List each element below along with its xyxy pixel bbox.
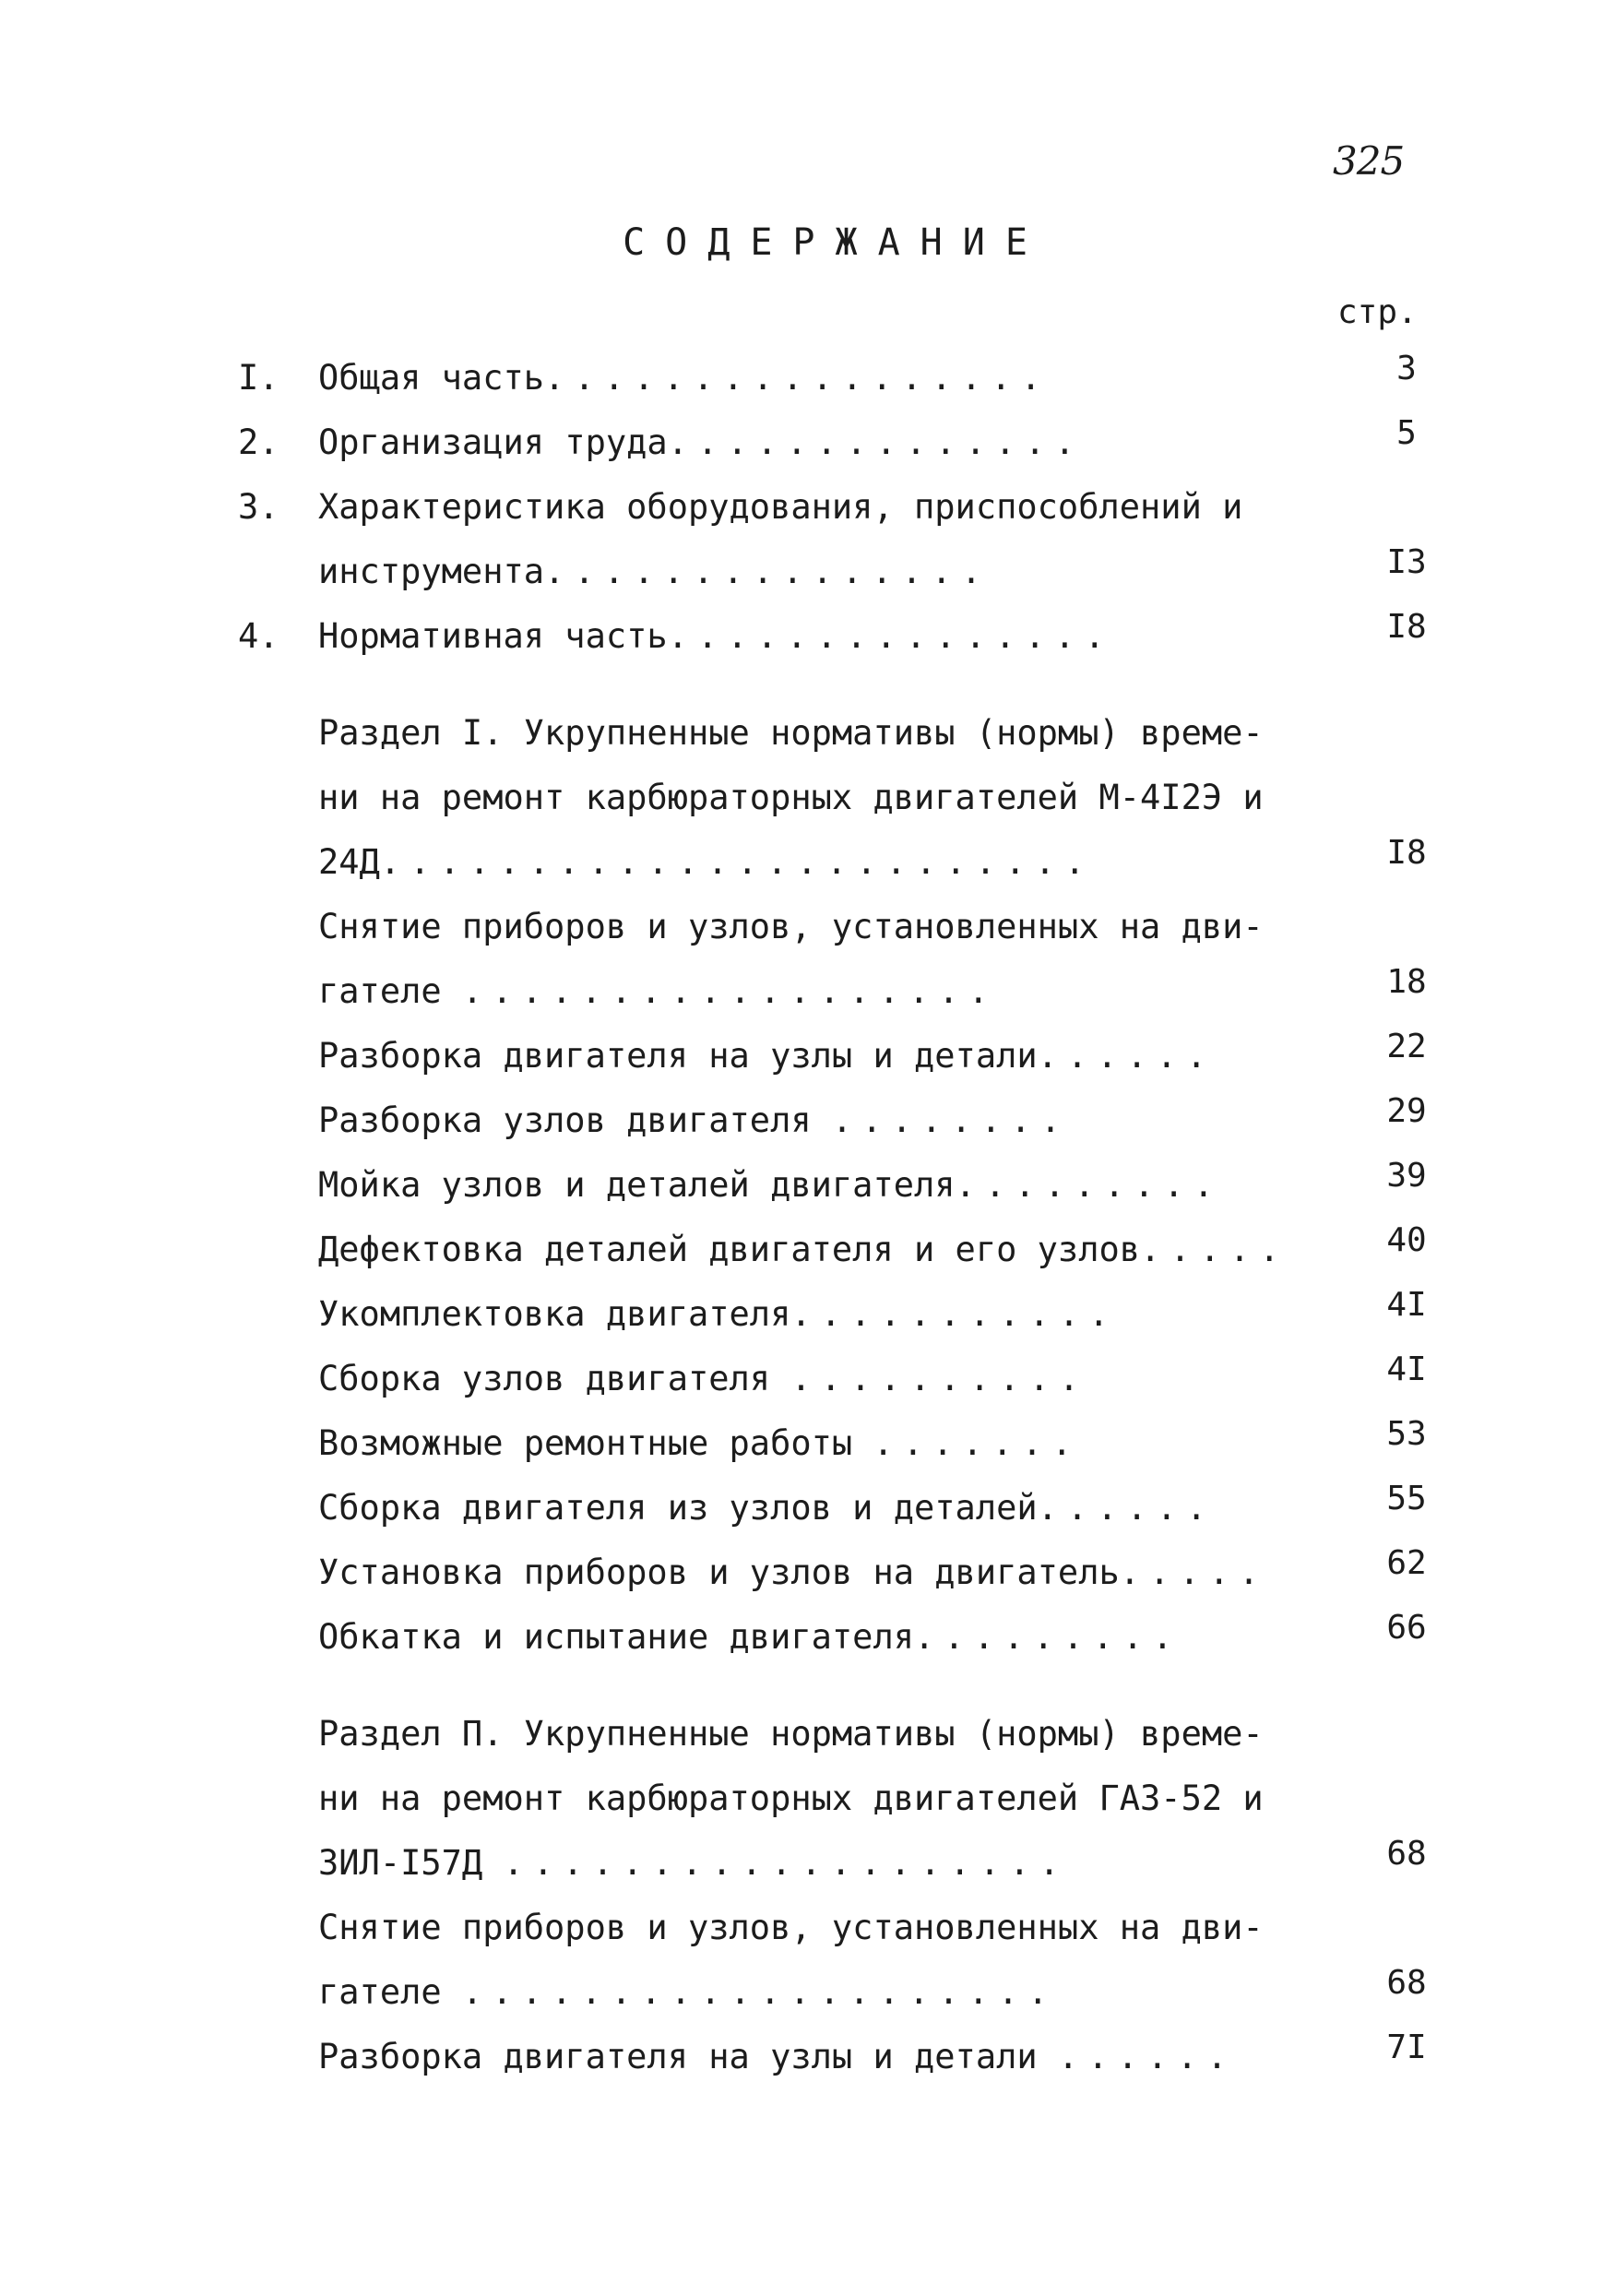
list-item: Разборка узлов двигателя ........ [318, 1100, 1071, 1140]
entry-text: Организация труда.............. [318, 422, 1085, 462]
entry-text: Общая часть................. [318, 358, 1051, 398]
item-page: 39 [1386, 1157, 1427, 1195]
item-page: 55 [1386, 1480, 1427, 1517]
list-item: Снятие приборов и узлов, установленных на дви- [318, 1908, 1264, 1947]
entry-page: I3 [1386, 543, 1427, 581]
entry-text: инструмента............... [318, 552, 992, 591]
list-item: Укомплектовка двигателя........... [318, 1294, 1119, 1334]
list-item: Разборка двигателя на узлы и детали...... [318, 1036, 1217, 1076]
list-item: Мойка узлов и деталей двигателя......... [318, 1165, 1224, 1205]
section-heading: Раздел П. Укрупненные нормативы (нормы) време- [318, 1714, 1264, 1754]
section-heading: ни на ремонт карбюраторных двигателей ГАЗ-52 и [318, 1779, 1264, 1818]
entry-page: 5 [1396, 414, 1417, 452]
entry-text: Нормативная часть............... [318, 616, 1114, 656]
item-page: 40 [1386, 1221, 1427, 1259]
entry-number: 3. [238, 487, 279, 527]
list-item: Разборка двигателя на узлы и детали ...... [318, 2037, 1237, 2076]
page-column-label: стр. [1337, 293, 1418, 331]
entry-number: 4. [238, 616, 279, 656]
entry-text: Характеристика оборудования, приспособлений и [318, 487, 1243, 527]
item-page: 62 [1386, 1544, 1427, 1582]
list-item: Возможные ремонтные работы ....... [318, 1423, 1082, 1463]
list-item: Дефектовка деталей двигателя и его узлов..... [318, 1230, 1289, 1269]
item-page: 4I [1386, 1350, 1427, 1388]
entry-page: I8 [1386, 608, 1427, 646]
entry-number: I. [238, 358, 279, 398]
list-item: гателе .................... [318, 1972, 1058, 2012]
item-page: 29 [1386, 1092, 1427, 1130]
page-title: СОДЕРЖАНИЕ [623, 221, 1048, 264]
item-page: 4I [1386, 1286, 1427, 1324]
list-item: Обкатка и испытание двигателя......... [318, 1617, 1182, 1657]
section-heading: ни на ремонт карбюраторных двигателей М-4I2Э и [318, 778, 1264, 817]
list-item: гателе .................. [318, 971, 998, 1011]
item-page: 22 [1386, 1028, 1427, 1065]
section-heading: Раздел I. Укрупненные нормативы (нормы) време- [318, 713, 1264, 753]
item-page: 66 [1386, 1609, 1427, 1647]
item-page: 7I [1386, 2028, 1427, 2066]
item-page: 18 [1386, 963, 1427, 1001]
section-heading: ЗИЛ-I57Д ................... [318, 1843, 1069, 1883]
entry-number: 2. [238, 422, 279, 462]
entry-page: 3 [1396, 350, 1417, 387]
list-item: Снятие приборов и узлов, установленных на дви- [318, 907, 1264, 946]
item-page: 53 [1386, 1415, 1427, 1453]
list-item: Сборка узлов двигателя .......... [318, 1359, 1089, 1398]
list-item: Установка приборов и узлов на двигатель..... [318, 1552, 1269, 1592]
page-number: 325 [1333, 138, 1405, 184]
list-item: Сборка двигателя из узлов и деталей...... [318, 1488, 1217, 1528]
section-page: 68 [1386, 1835, 1427, 1873]
item-page: 68 [1386, 1964, 1427, 2002]
section-page: I8 [1386, 834, 1427, 872]
section-heading: 24Д........................ [318, 842, 1095, 882]
